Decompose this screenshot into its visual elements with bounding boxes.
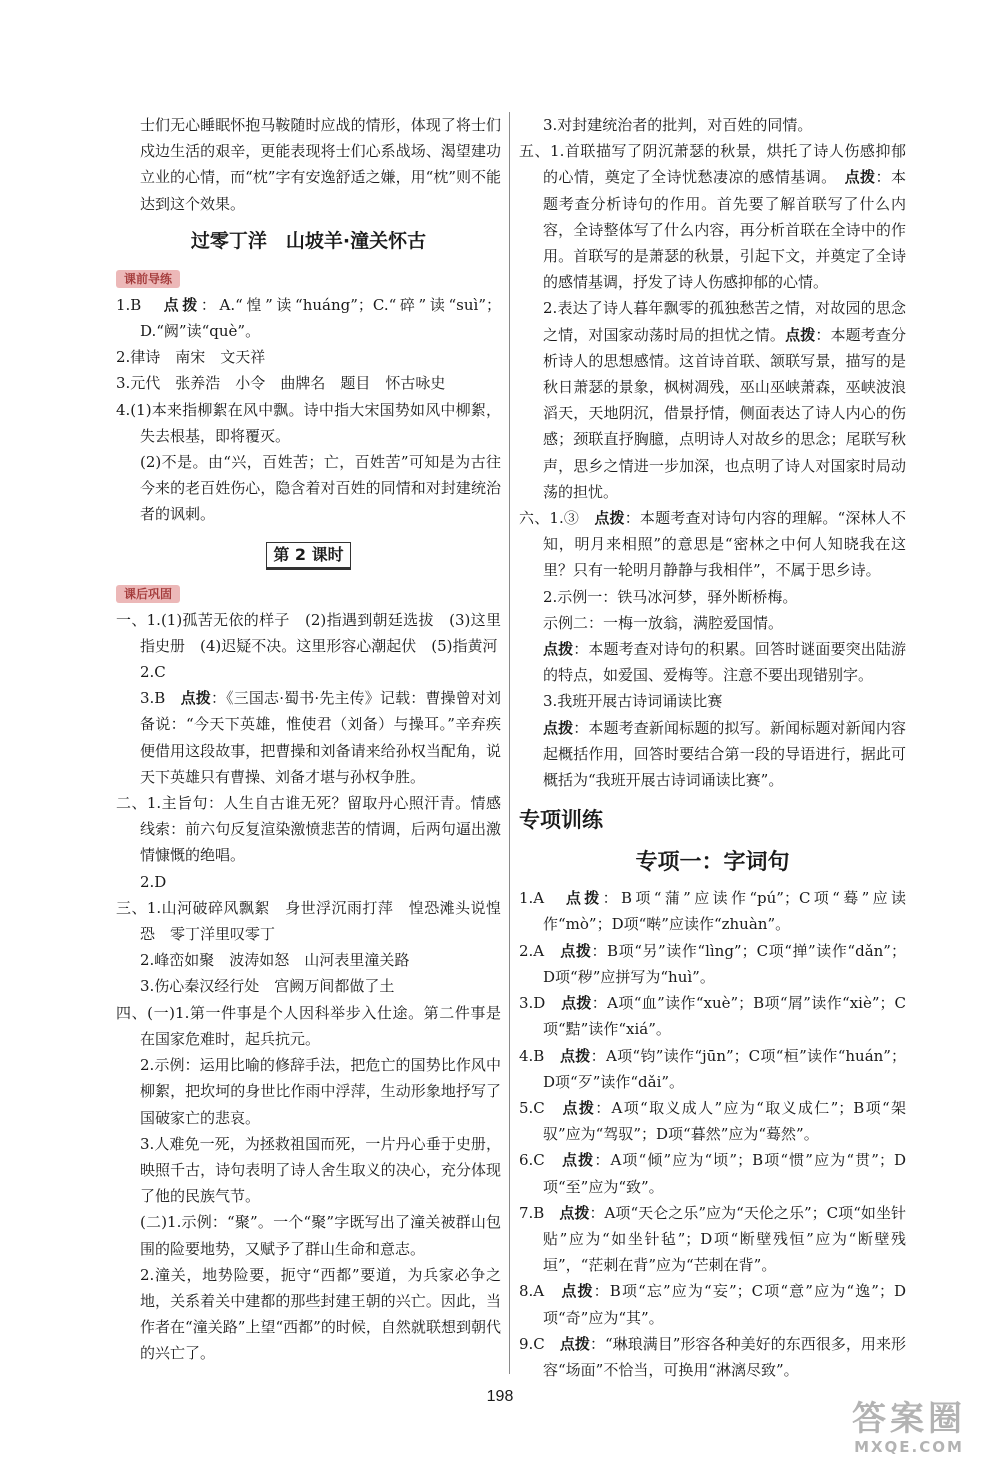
page-number: 198 bbox=[486, 1388, 514, 1405]
answer-item: 3.伤心秦汉经行处 宫阙万间都做了土 bbox=[140, 977, 395, 996]
lesson-title: 过零丁洋 山坡羊·潼关怀古 bbox=[190, 229, 427, 252]
answer-item: 五、1.首联描写了阴沉萧瑟的秋景，烘托了诗人伤感抑郁的心情，奠定了全诗忧愁凄凉的感情基调。 点拨：本题考查分析诗句的作用。首先要了解首联写了什么内容，全诗整体写了什么内容，再分析首联在全诗中的作用。首联写的是萧瑟的秋景，引起下文，并奠定了全诗的感情基调，抒发了诗人伤感抑郁的心情。 bbox=[519, 142, 906, 292]
answer-item: 点拨：本题考查对诗句的积累。回答时谜面要突出陆游的特点，如爱国、爱梅等。注意不要出现错别字。 bbox=[543, 640, 906, 685]
subsection-title: 专项一：字词句 bbox=[635, 850, 790, 876]
answer-item: 3.元代 张养浩 小令 曲牌名 题目 怀古咏史 bbox=[116, 374, 446, 393]
section-tag: 课后巩固 bbox=[116, 585, 180, 603]
column-divider bbox=[509, 112, 510, 1374]
watermark-logo bbox=[834, 1400, 984, 1456]
answer-item: 2.示例：运用比喻的修辞手法，把危亡的国势比作风中柳絮，把坎坷的身世比作雨中浮萍，生动形象地抒写了国破家亡的悲哀。 bbox=[140, 1056, 501, 1127]
left-column bbox=[116, 112, 501, 1367]
answer-item: 2.律诗 南宋 文天祥 bbox=[116, 348, 266, 367]
answer-item: 8.A 点拨：B项“忘”应为“妄”；C项“意”应为“逸”；D项“奇”应为“其”。 bbox=[519, 1282, 906, 1327]
lesson-label: 第 2 课时 bbox=[266, 542, 350, 570]
answer-item: 示例二：一梅一放翁，满腔爱国情。 bbox=[543, 613, 784, 632]
watermark-url: MXQE.COM bbox=[854, 1438, 964, 1456]
watermark-title: 答案圈 bbox=[852, 1399, 966, 1439]
answer-item: 六、1.③ 点拨：本题考查对诗句内容的理解。“深林人不知，明月来相照”的意思是“密林之中何人知晓我在这里？只有一轮明月静静与我相伴”，不属于思乡诗。 bbox=[519, 509, 906, 580]
answer-item: 四、(一)1.第一件事是个人因科举步入仕途。第二件事是在国家危难时，起兵抗元。 bbox=[116, 1003, 501, 1048]
answer-item: (二)1.示例：“聚”。一个“聚”字既写出了潼关被群山包围的险要地势，又赋予了群山生命和意志。 bbox=[140, 1213, 501, 1258]
answer-item: 2.A 点拨：B项“另”读作“lìng”；C项“掸”读作“dǎn”；D项“秽”应拼写为“huì”。 bbox=[519, 941, 906, 986]
answer-item: 2.峰峦如聚 波涛如怒 山河表里潼关路 bbox=[140, 951, 410, 970]
answer-item: 一、1.(1)孤苦无依的样子 (2)指遇到朝廷选拔 (3)这里指史册 (4)迟疑不决。这里形容心潮起伏 (5)指黄河 bbox=[116, 610, 501, 655]
answer-item: 6.C 点拨：A项“倾”应为“顷”；B项“惯”应为“贯”；D项“至”应为“致”。 bbox=[519, 1151, 906, 1196]
section-heading: 专项训练 bbox=[519, 808, 603, 833]
answer-item: 3.B 点拨：《三国志·蜀书·先主传》记载：曹操曾对刘备说：“今天下英雄，惟使君（刘备）与操耳。”辛弃疾便借用这段故事，把曹操和刘备请来给孙权当配角，说天下英雄只有曹操、刘备才堪与孙权争胜。 bbox=[140, 689, 501, 786]
answer-item: 4.(1)本来指柳絮在风中飘。诗中指大宋国势如风中柳絮，失去根基，即将覆灭。 bbox=[116, 400, 501, 445]
section-tag: 课前导练 bbox=[116, 270, 180, 288]
answer-item: 3.我班开展古诗词诵读比赛 bbox=[543, 692, 723, 711]
answer-item: 5.C 点拨：A项“取义成人”应为“取义成仁”；B项“架驭”应为“驾驭”；D项“暮然”应为“蓦然”。 bbox=[519, 1098, 906, 1144]
answer-item: 3.D 点拨：A项“血”读作“xuè”；B项“屑”读作“xiè”；C项“黠”读作“xiá”。 bbox=[519, 994, 906, 1039]
answer-item: 3.人难免一死，为拯救祖国而死，一片丹心垂于史册，映照千古，诗句表明了诗人舍生取义的决心，充分体现了他的民族气节。 bbox=[140, 1134, 501, 1206]
paragraph: 士们无心睡眠怀抱马鞍随时应战的情形，体现了将士们戍边生活的艰辛，更能表现将士们心系战场、渴望建功立业的心情，而“枕”字有安逸舒适之嫌，用“枕”则不能达到这个效果。 bbox=[140, 116, 501, 213]
right-column bbox=[519, 112, 906, 1383]
answer-item: 2.潼关，地势险要，扼守“西都”要道，为兵家必争之地，关系着关中建都的那些封建王朝的兴亡。因此，当作者在“潼关路”上望“西都”的时候，自然就联想到朝代的兴亡了。 bbox=[140, 1265, 501, 1363]
answer-item: 7.B 点拨：A项“天仑之乐”应为“天伦之乐”；C项“如坐针贴”应为“如坐针毡”；D项“断壁残恒”应为“断壁残垣”，“茫刺在背”应为“芒刺在背”。 bbox=[519, 1203, 906, 1275]
answer-item: 2.表达了诗人暮年飘零的孤独愁苦之情，对故园的思念之情，对国家动荡时局的担忧之情。点拨：本题考查分析诗人的思想感情。这首诗首联、颔联写景，描写的是秋日萧瑟的景象，枫树凋残，巫山巫峡萧森，巫峡波浪滔天，天地阴沉，借景抒情，侧面表达了诗人内心的伤感；颈联直抒胸臆，点明诗人对故乡的思念；尾联写秋声，思乡之情进一步加深，也点明了诗人对国家时局动荡的担忧。 bbox=[543, 299, 906, 501]
answer-item: 二、1.主旨句：人生自古谁无死？留取丹心照汗青。情感线索：前六句反复渲染激愤悲苦的情调，后两句逼出激情慷慨的绝唱。 bbox=[116, 794, 501, 865]
answer-item: (2)不是。由“兴，百姓苦；亡，百姓苦”可知是为古往今来的老百姓伤心，隐含着对百姓的同情和对封建统治者的讽刺。 bbox=[140, 453, 501, 524]
answer-item: 1.B 点拨：A.“惶”读“huáng”；C.“碎”读“suì”；D.“阙”读“què”。 bbox=[116, 295, 501, 341]
answer-item: 4.B 点拨：A项“钧”读作“jūn”；C项“桓”读作“huán”；D项“歹”读作“dǎi”。 bbox=[519, 1046, 906, 1091]
answer-item: 3.对封建统治者的批判，对百姓的同情。 bbox=[543, 116, 813, 134]
answer-item: 2.C bbox=[140, 663, 166, 682]
answer-item: 9.C 点拨：“琳琅满目”形容各种美好的东西很多，用来形容“场面”不恰当，可换用“淋漓尽致”。 bbox=[519, 1334, 906, 1379]
answer-item: 2.示例一：铁马冰河梦，驿外断桥梅。 bbox=[543, 587, 798, 606]
answer-item: 1.A 点拨：B项“蒲”应读作“pú”；C项“蓦”应读作“mò”；D项“啭”应读作“zhuàn”。 bbox=[519, 889, 906, 934]
answer-item: 点拨：本题考查新闻标题的拟写。新闻标题对新闻内容起概括作用，回答时要结合第一段的导语进行，据此可概括为“我班开展古诗词诵读比赛”。 bbox=[543, 718, 906, 790]
answer-item: 2.D bbox=[140, 872, 167, 891]
answer-item: 三、1.山河破碎风飘絮 身世浮沉雨打萍 惶恐滩头说惶恐 零丁洋里叹零丁 bbox=[116, 898, 501, 944]
